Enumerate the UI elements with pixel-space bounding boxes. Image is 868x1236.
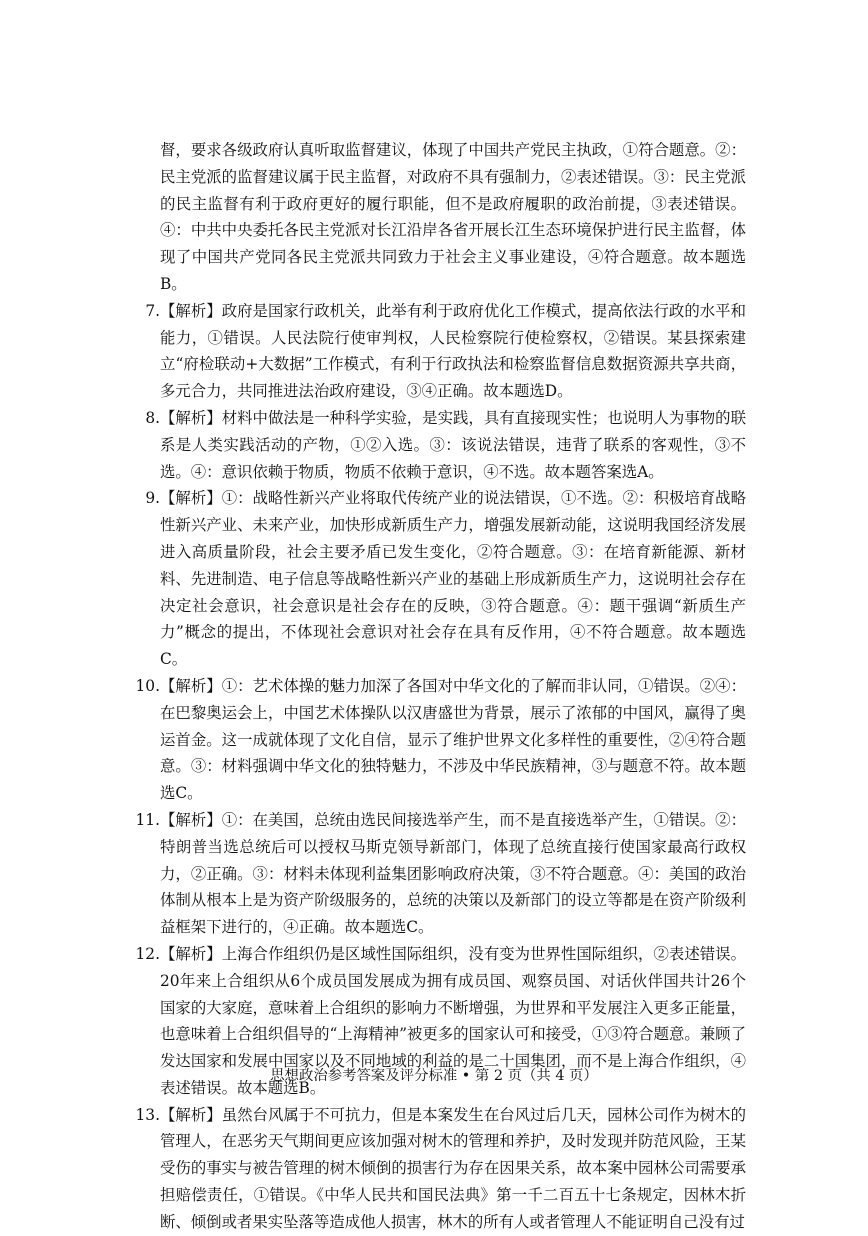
item-text: 上海合作组织仍是区域性国际组织，没有变为世界性国际组织，②表述错误。20年来上合组织从6个成员国发展成为拥有成员国、观察员国、对话伙伴国共计26个国家的大家庭，意味着上合组织的影响力不断增强，为世界和平发展注入更多正能量，也意味着上合组织倡导的“上海精神”被更多的国家认可和接受，①③符合题意。兼顾了发达国家和发展中国家以及不同地域的利益的是二十国集团，而不是上海合作组织，④表述错误。故本题选B。 <box>160 944 746 1097</box>
analysis-tag: 【解析】 <box>160 301 222 320</box>
item-text: 政府是国家行政机关，此举有利于政府优化工作模式，提高依法行政的水平和能力，①错误。人民法院行使审判权，人民检察院行使检察权，②错误。某县探索建立“府检联动+大数据”工作模式，有利于行政执法和检察监督信息数据资源共享共商，多元合力，共同推进法治政府建设，③④正确。故本题选D。 <box>160 301 746 401</box>
analysis-tag: 【解析】 <box>160 408 222 427</box>
item-number: 12. <box>135 944 160 963</box>
analysis-tag: 【解析】 <box>160 1105 222 1124</box>
item-number: 9. <box>145 489 160 508</box>
item-number: 7. <box>145 301 160 320</box>
item-number: 13. <box>135 1105 160 1124</box>
item-text: ①：艺术体操的魅力加深了各国对中华文化的了解而非认同，①错误。②④：在巴黎奥运会上，中国艺术体操队以汉唐盛世为背景，展示了浓郁的中国风，赢得了奥运首金。这一成就体现了文化自信，显示了维护世界文化多样性的重要性，②④符合题意。③：材料强调中华文化的独特魅力，不涉及中华民族精神，③与题意不符。故本题选C。 <box>160 676 746 803</box>
item-text: 虽然台风属于不可抗力，但是本案发生在台风过后几天，园林公司作为树木的管理人，在恶劣天气期间更应该加强对树木的管理和养护，及时发现并防范风险，王某受伤的事实与被告管理的树木倾倒的损害行为存在因果关系，故本案中园林公司需要承担赔偿责任，①错误。《中华人民共和国民法典》第一千二百五十七条规定，因林木折断、倾倒或者果实坠落等造成他人损害，林木的所有人或者管理人不能证明自己没有过 <box>160 1105 746 1231</box>
answer-item-10 <box>130 673 746 807</box>
item-text: ①：在美国，总统由选民间接选举产生，而不是直接选举产生，①错误。②：特朗普当选总统后可以授权马斯克领导新部门，体现了总统直接行使国家最高行政权力，②正确。③：材料未体现利益集团影响政府决策，③不符合题意。④：美国的政治体制从根本上是为资产阶级服务的，总统的决策以及新部门的设立等都是在资产阶级利益框架下进行的，④正确。故本题选C。 <box>160 810 746 937</box>
answer-item-8 <box>130 405 746 485</box>
analysis-tag: 【解析】 <box>160 676 222 695</box>
item-text: ①：战略性新兴产业将取代传统产业的说法错误，①不选。②：积极培育战略性新兴产业、未来产业，加快形成新质生产力，增强发展新动能，这说明我国经济发展进入高质量阶段，社会主要矛盾已发生变化，②符合题意。③：在培育新能源、新材料、先进制造、电子信息等战略性新兴产业的基础上形成新质生产力，这说明社会存在决定社会意识，社会意识是社会存在的反映，③符合题意。④：题干强调“新质生产力”概念的提出，不体现社会意识对社会存在具有反作用，④不符合题意。故本题选C。 <box>160 489 746 669</box>
analysis-tag: 【解析】 <box>160 944 222 963</box>
analysis-tag: 【解析】 <box>160 810 222 829</box>
analysis-tag: 【解析】 <box>160 489 222 508</box>
answer-item-7 <box>130 298 746 405</box>
answer-item-11 <box>130 807 746 941</box>
item-number: 8. <box>145 408 160 427</box>
item-number: 10. <box>135 676 160 695</box>
item-text: 材料中做法是一种科学实验，是实践，具有直接现实性；也说明人为事物的联系是人类实践活动的产物，①②入选。③：该说法错误，违背了联系的客观性，③不选。④：意识依赖于物质，物质不依赖于意识，④不选。故本题答案选A。 <box>160 408 746 481</box>
answer-item-13 <box>130 1102 746 1236</box>
page-footer: 思想政治参考答案及评分标准 • 第 2 页（共 4 页） <box>270 1068 598 1084</box>
continued-paragraph: 督，要求各级政府认真听取监督建议，体现了中国共产党民主执政，①符合题意。②：民主党派的监督建议属于民主监督，对政府不具有强制力，②表述错误。③：民主党派的民主监督有利于政府更好的履行职能，但不是政府履职的政治前提，③表述错误。④：中共中央委托各民主党派对长江沿岸各省开展长江生态环境保护进行民主监督，体现了中国共产党同各民主党派共同致力于社会主义事业建设，④符合题意。故本题选B。 <box>160 141 746 293</box>
answer-item-9 <box>130 485 746 673</box>
item-number: 11. <box>135 810 160 829</box>
